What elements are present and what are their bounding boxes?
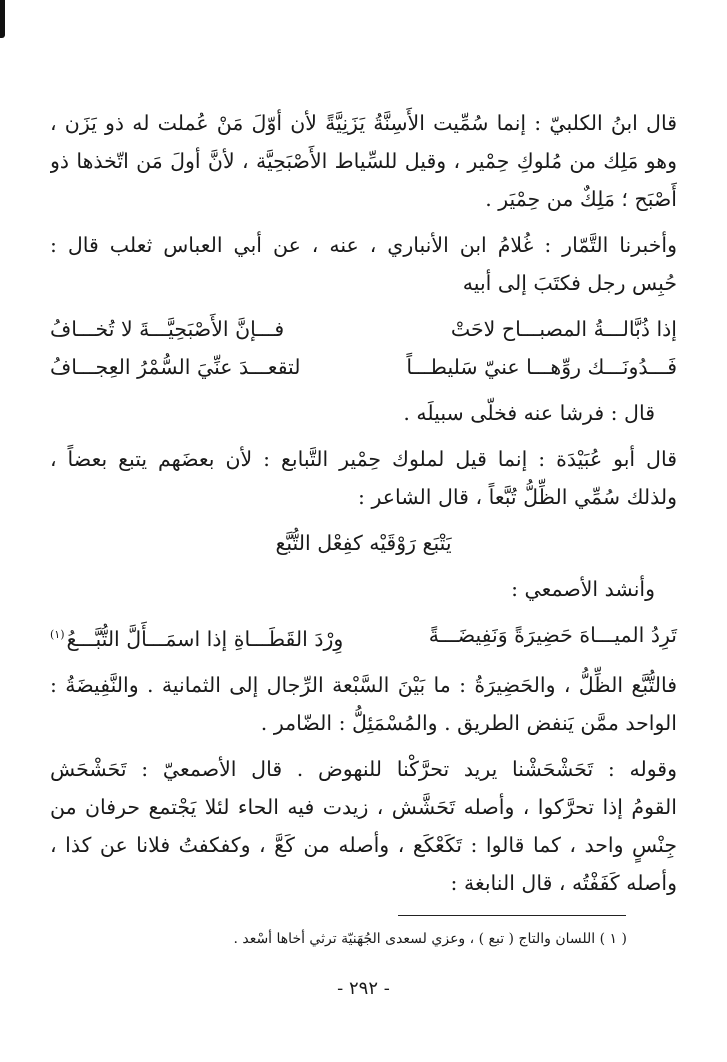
text-line: وأصله كَفَفْتُه ، قال النابغة : — [450, 870, 677, 895]
text-line: الواحد ممَّن يَنفض الطريق . والمُسْمَئِلُّ : الضّامر . — [260, 710, 677, 735]
text-line: وهو مَلِك من مُلوكِ حِمْير ، وقيل للسِّياط الأَصْبَحِيَّة ، لأنَّ أولَ مَن اتّخذها ذو — [50, 149, 677, 173]
text-line: ولذلك سُمِّي الظِّلُّ تُبَّعاً ، قال الشاعر : — [358, 485, 677, 509]
paragraph-after-verse — [50, 394, 677, 432]
verse-first-hemistich: تَرِدُ الميـــاهَ حَضِيرَةً وَنَفِيضَـــةً — [428, 623, 677, 647]
footnote: ( ١ ) اللسان والتاج ( تبع ) ، وعزي لسعدى الجُهَنيّة ترثي أخاها أسْعد . — [233, 931, 627, 947]
page-edge-mark — [0, 0, 5, 38]
paragraph-tubba — [50, 440, 677, 516]
text-line: أَصْبَح ؛ مَلِكٌ من حِمْيَر . — [485, 187, 677, 211]
verse-second-hemistich: لتقعـــدَ عنِّيَ السُّمْرُ العِجـــافُ — [50, 355, 301, 379]
text-line: قال أبو عُبَيْدَة : إنما قيل لملوك حِمْير التَّبابع : لأن بعضَهم يتبع بعضاً ، — [50, 447, 677, 471]
text-line: القومُ إذا تحرَّكوا ، وأصله تَحَشَّش ، زيدت فيه الحاء لئلا يَجْتمع حرفان من — [50, 794, 677, 819]
paragraph-gloss — [50, 666, 677, 742]
text-line: وأخبرنا التَّمّار : غُلامُ ابن الأنباري ، عنه ، عن أبي العباس ثعلب قال : — [50, 233, 677, 257]
page-number: - ٢٩٢ - — [337, 978, 390, 999]
paragraph-tammar — [50, 226, 677, 302]
footnote-divider — [398, 915, 626, 916]
text-line: جِنْسٍ واحد ، كما قالوا : تَكَعْكَع ، وأصله من كَعَّ ، وكفكفتُ فلانا عن كذا ، — [50, 832, 677, 857]
asmai-intro — [50, 570, 677, 608]
main-text-block — [50, 104, 677, 902]
verse-first-hemistich: إذا ذُبَّالـــةُ المصبـــاح لاحَتْ — [450, 317, 677, 341]
verse-line — [50, 348, 677, 386]
text-line: قال : فرشا عنه فخلّى سبيلَه . — [403, 401, 655, 425]
verse-second-hemistich: فـــإنَّ الأَصْبَحِيَّـــةَ لا تُخـــافُ — [50, 317, 285, 341]
single-verse — [50, 524, 677, 562]
footnote-reference: (١) — [50, 628, 65, 641]
verse-second-hemistich — [50, 616, 350, 658]
verse-line — [50, 616, 677, 658]
verse-line — [50, 310, 677, 348]
verse-second-hemistich-text: وِرْدَ القَطَـــاةِ إذا اسمَـــأَلَّ التُّبَّـــعُ — [66, 626, 344, 651]
paragraph-tahashhash — [50, 750, 677, 902]
verse-first-hemistich: فَـــدُونَـــك روِّهـــا عنيّ سَليطـــاً — [406, 355, 677, 379]
text-line: يَتْبَع رَوْقَيْه كفِعْل التُّبَّع — [275, 531, 452, 555]
text-line: فالتُّبَّع الظِّلُّ ، والحَضِيرَةُ : ما بَيْنَ السَّبْعة الرِّجال إلى الثمانية . والنَّفِيضَةُ : — [50, 672, 677, 697]
text-line: وقوله : تَحَشْحَشْنا يريد تحرَّكْنا للنهوض . قال الأصمعيّ : تَحَشْحَش — [50, 756, 677, 781]
text-line: حُبِس رجل فكتَبَ إلى أبيه — [462, 271, 677, 295]
text-line: وأنشد الأصمعي : — [511, 577, 655, 601]
paragraph-kalbi — [50, 104, 677, 218]
text-line: قال ابنُ الكلبيّ : إنما سُمِّيت الأَسِنَّةُ يَزَنِيَّةً لأن أوّلَ مَنْ عُملت له ذو يَزَن ، — [50, 111, 677, 135]
